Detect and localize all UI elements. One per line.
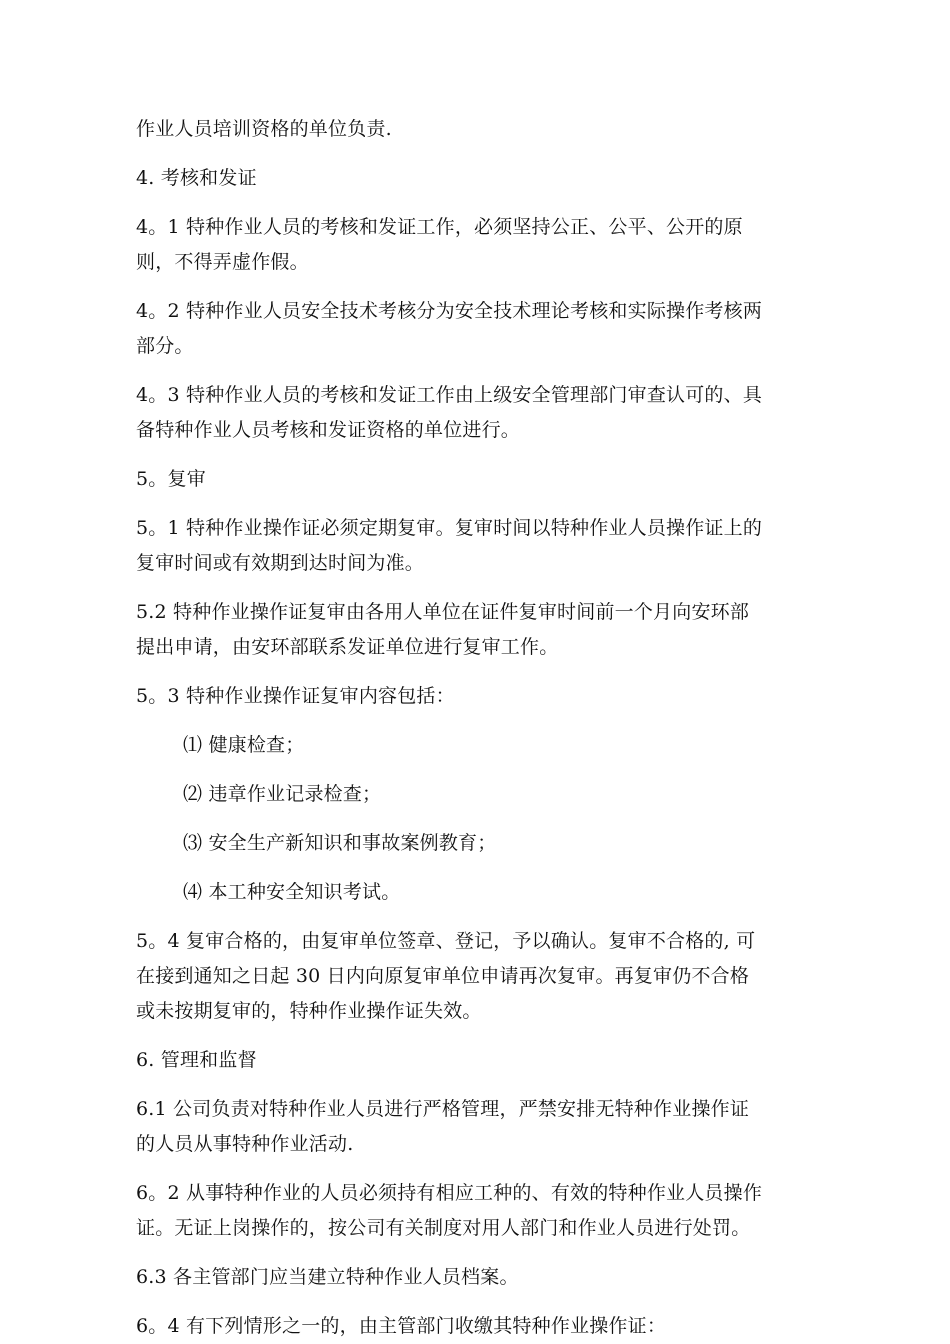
paragraph-line: 作业人员培训资格的单位负责. xyxy=(136,118,392,140)
paragraph-line: 6。4 有下列情形之一的，由主管部门收缴其特种作业操作证： xyxy=(136,1315,667,1337)
paragraph-line: 复审时间或有效期到达时间为准。 xyxy=(136,552,425,574)
paragraph-line: 则，不得弄虚作假。 xyxy=(136,251,309,273)
paragraph-line: 5。3 特种作业操作证复审内容包括： xyxy=(136,685,455,707)
paragraph-line: 4。1 特种作业人员的考核和发证工作，必须坚持公正、公平、公开的原 xyxy=(136,216,743,238)
paragraph-line: 证。无证上岗操作的，按公司有关制度对用人部门和作业人员进行处罚。 xyxy=(136,1217,751,1239)
section-heading: 6. 管理和监督 xyxy=(136,1049,257,1071)
paragraph-line: 4。3 特种作业人员的考核和发证工作由上级安全管理部门审查认可的、具 xyxy=(136,384,763,406)
paragraph-line: 备特种作业人员考核和发证资格的单位进行。 xyxy=(136,419,521,441)
paragraph-line: 提出申请，由安环部联系发证单位进行复审工作。 xyxy=(136,636,559,658)
list-item: ⑶ 安全生产新知识和事故案例教育； xyxy=(183,832,497,854)
paragraph-line: 6。2 从事特种作业的人员必须持有相应工种的、有效的特种作业人员操作 xyxy=(136,1182,763,1204)
paragraph-line: 5.2 特种作业操作证复审由各用人单位在证件复审时间前一个月向安环部 xyxy=(136,601,750,623)
list-item: ⑴ 健康检查； xyxy=(183,734,305,756)
paragraph-line: 部分。 xyxy=(136,335,194,357)
document-body xyxy=(136,112,826,1344)
section-heading: 5。复审 xyxy=(136,468,206,490)
paragraph-line: 的人员从事特种作业活动. xyxy=(136,1133,354,1155)
paragraph-line: 5。1 特种作业操作证必须定期复审。复审时间以特种作业人员操作证上的 xyxy=(136,517,763,539)
paragraph-line: 在接到通知之日起 30 日内向原复审单位申请再次复审。再复审仍不合格 xyxy=(136,965,750,987)
paragraph-line: 6.3 各主管部门应当建立特种作业人员档案。 xyxy=(136,1266,519,1288)
paragraph-line: 6.1 公司负责对特种作业人员进行严格管理，严禁安排无特种作业操作证 xyxy=(136,1098,750,1120)
paragraph-line: 5。4 复审合格的，由复审单位签章、登记，予以确认。复审不合格的, 可 xyxy=(136,930,756,952)
section-heading: 4. 考核和发证 xyxy=(136,167,257,189)
paragraph-line: 或未按期复审的，特种作业操作证失效。 xyxy=(136,1000,482,1022)
paragraph-line: 4。2 特种作业人员安全技术考核分为安全技术理论考核和实际操作考核两 xyxy=(136,300,763,322)
list-item: ⑵ 违章作业记录检查； xyxy=(183,783,382,805)
list-item: ⑷ 本工种安全知识考试。 xyxy=(183,881,401,903)
